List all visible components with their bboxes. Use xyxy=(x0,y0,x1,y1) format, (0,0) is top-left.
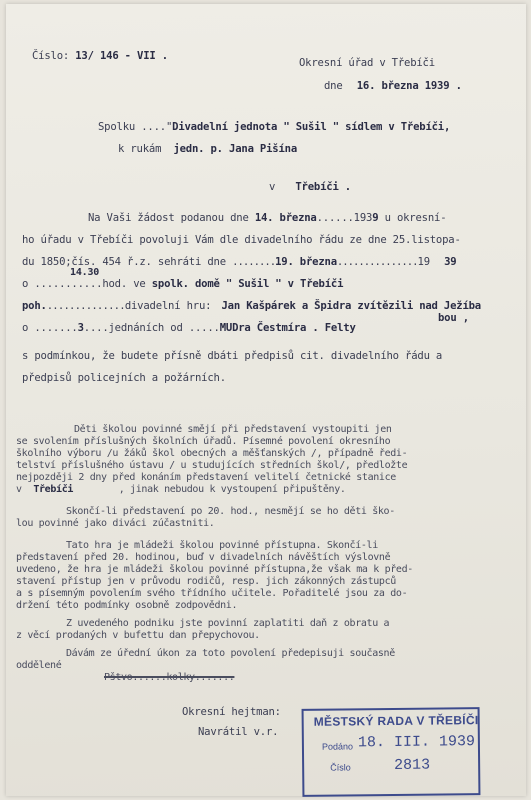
performance-year: 39 xyxy=(444,256,457,268)
access-para-6: držení této podmínky osobně zodpovědni. xyxy=(16,600,238,611)
place-line xyxy=(269,181,351,193)
tax-para-1: Z uvedeného podniku jste povinní zaplatiti daň z obratu a xyxy=(66,618,390,629)
access-para-2: představení před 20. hodinou, buď v divadelních návěštích výslovně xyxy=(16,552,391,563)
children-para-3: školního výboru /u žáků škol obecných a měšťanských /, případně ředi- xyxy=(16,448,408,459)
recipient-society: Divadelní jednota " Sušil " sídlem v Třebíči, xyxy=(172,121,451,133)
access-para-1: Tato hra je mládeži školou povinné přístupna. Skončí-li xyxy=(66,540,378,551)
stamp-cislo-number: 2813 xyxy=(394,756,431,774)
body-text: u okresní- xyxy=(384,212,447,224)
reference-line xyxy=(32,50,168,62)
body-line-6 xyxy=(22,322,356,334)
body-line-2: ho úřadu v Třebíči povoluji Vám dle divadelního řádu ze dne 25.listopa- xyxy=(22,234,461,246)
office-name: Okresní úřad v Třebíči xyxy=(299,57,435,69)
body-text: v xyxy=(16,484,22,495)
play-author: MUDra Čestmíra . Felty xyxy=(219,322,356,334)
venue: spolk. domě " Sušil " v Třebíči xyxy=(151,278,344,290)
body-line-3: du 1850;čís. 454 ř.z. sehráti dne ........19. března...............19 39 xyxy=(22,256,457,268)
tax-para-2: z věcí prodaných v bufettu dan přepychovou. xyxy=(16,630,260,641)
reference-number: 13/ 146 - VII . xyxy=(75,50,168,62)
place-name: Třebíči . xyxy=(295,181,351,193)
date-line xyxy=(324,80,462,92)
request-date: 14. března xyxy=(254,212,317,224)
stamp-podano-date: 18. III. 1939 xyxy=(357,733,476,752)
access-para-4: stavení přístup jen v průvodu rodičů, resp. jich zákonných zástupců xyxy=(16,576,396,587)
acts-count: 3 xyxy=(77,322,84,334)
recipient-prefix: Spolku ...." xyxy=(98,121,173,133)
signature-name: Navrátil v.r. xyxy=(198,726,279,738)
access-para-5: a s písemným povolením svého třídního učitele. Pořaditelé jsou za do- xyxy=(16,588,408,599)
play-title: Jan Kašpárek a Špidra zvítězili nad Ježíba xyxy=(221,300,481,312)
children-para-5: nejpozději 2 dny před konáním představení velitelí četnické stanice xyxy=(16,472,396,483)
body-text: o ....... xyxy=(22,322,78,334)
recipient-line xyxy=(98,121,450,133)
body-line-1 xyxy=(88,212,446,224)
reference-label: Číslo: xyxy=(32,50,76,62)
year-digit: 9 xyxy=(372,212,379,224)
fee-para-2: oddělené xyxy=(16,660,62,671)
attention-name: jedn. p. Jana Pišína xyxy=(173,143,297,155)
attention-line xyxy=(118,143,297,155)
body-line-7: s podmínkou, že budete přísně dbáti předpisů cit. divadelního řádu a xyxy=(22,350,443,362)
stamp-podano-label: Podáno xyxy=(321,741,354,752)
play-title-continuation: bou , xyxy=(438,312,469,324)
children-para-1: Děti školou povinné smějí při představení vystoupiti jen xyxy=(74,424,392,435)
body-line-4 xyxy=(22,278,343,290)
stamp-cislo-label: Číslo xyxy=(330,762,351,773)
performance-date: 19. března xyxy=(275,256,337,268)
body-text: o ...........hod. ve xyxy=(22,278,146,290)
body-text: , jinak nebudou k vystoupení připuštěny. xyxy=(118,484,346,495)
document-page xyxy=(6,4,526,796)
received-stamp xyxy=(302,707,481,797)
body-text: du 1850;čís. 454 ř.z. sehráti dne xyxy=(22,256,226,268)
body-line-5: poh...............divadelní hru: Jan Kašpárek a Špidra zvítězili nad Ježíba xyxy=(22,300,481,312)
struck-line: Pštvo......kolky....... xyxy=(104,672,235,683)
evening-para-1: Skončí-li představení po 20. hod., nesmějí se ho děti ško- xyxy=(66,506,395,517)
access-para-3: uvedeno, že hra je mládeži školou povinné přístupna,že však ma k před- xyxy=(16,564,413,575)
date-prefix: dne xyxy=(324,80,343,92)
body-line-8: předpisů policejních a požárních. xyxy=(22,372,226,384)
place-prefix: v xyxy=(269,181,276,193)
document-date: 16. března 1939 . xyxy=(356,80,462,92)
body-text: Na Vaši žádost podanou dne xyxy=(88,212,249,224)
stamp-authority: MĚSTSKÝ RADA V TŘEBÍČI xyxy=(313,713,479,729)
station-place: Třebíči xyxy=(33,484,74,495)
performance-time: 14.30 xyxy=(70,267,100,278)
signature-title: Okresní hejtman: xyxy=(182,706,281,718)
body-text: ....jednáních od ..... xyxy=(83,322,220,334)
children-para-6 xyxy=(16,484,346,495)
fee-para-1: Dávám ze úřední úkon za toto povolení předepisuji současně xyxy=(66,648,395,659)
children-para-4: telství příslušného ústavu / u studujících středních škol/, předložte xyxy=(16,460,408,471)
attention-prefix: k rukám xyxy=(118,143,162,155)
body-text: divadelní hru: xyxy=(124,300,212,312)
evening-para-2: lou povinné jako diváci zúčastniti. xyxy=(16,518,215,529)
body-text: ......193 xyxy=(316,212,373,224)
play-type: poh. xyxy=(22,300,47,312)
children-para-2: se svolením příslušných školních úřadů. Písemné povolení okresního xyxy=(16,436,391,447)
